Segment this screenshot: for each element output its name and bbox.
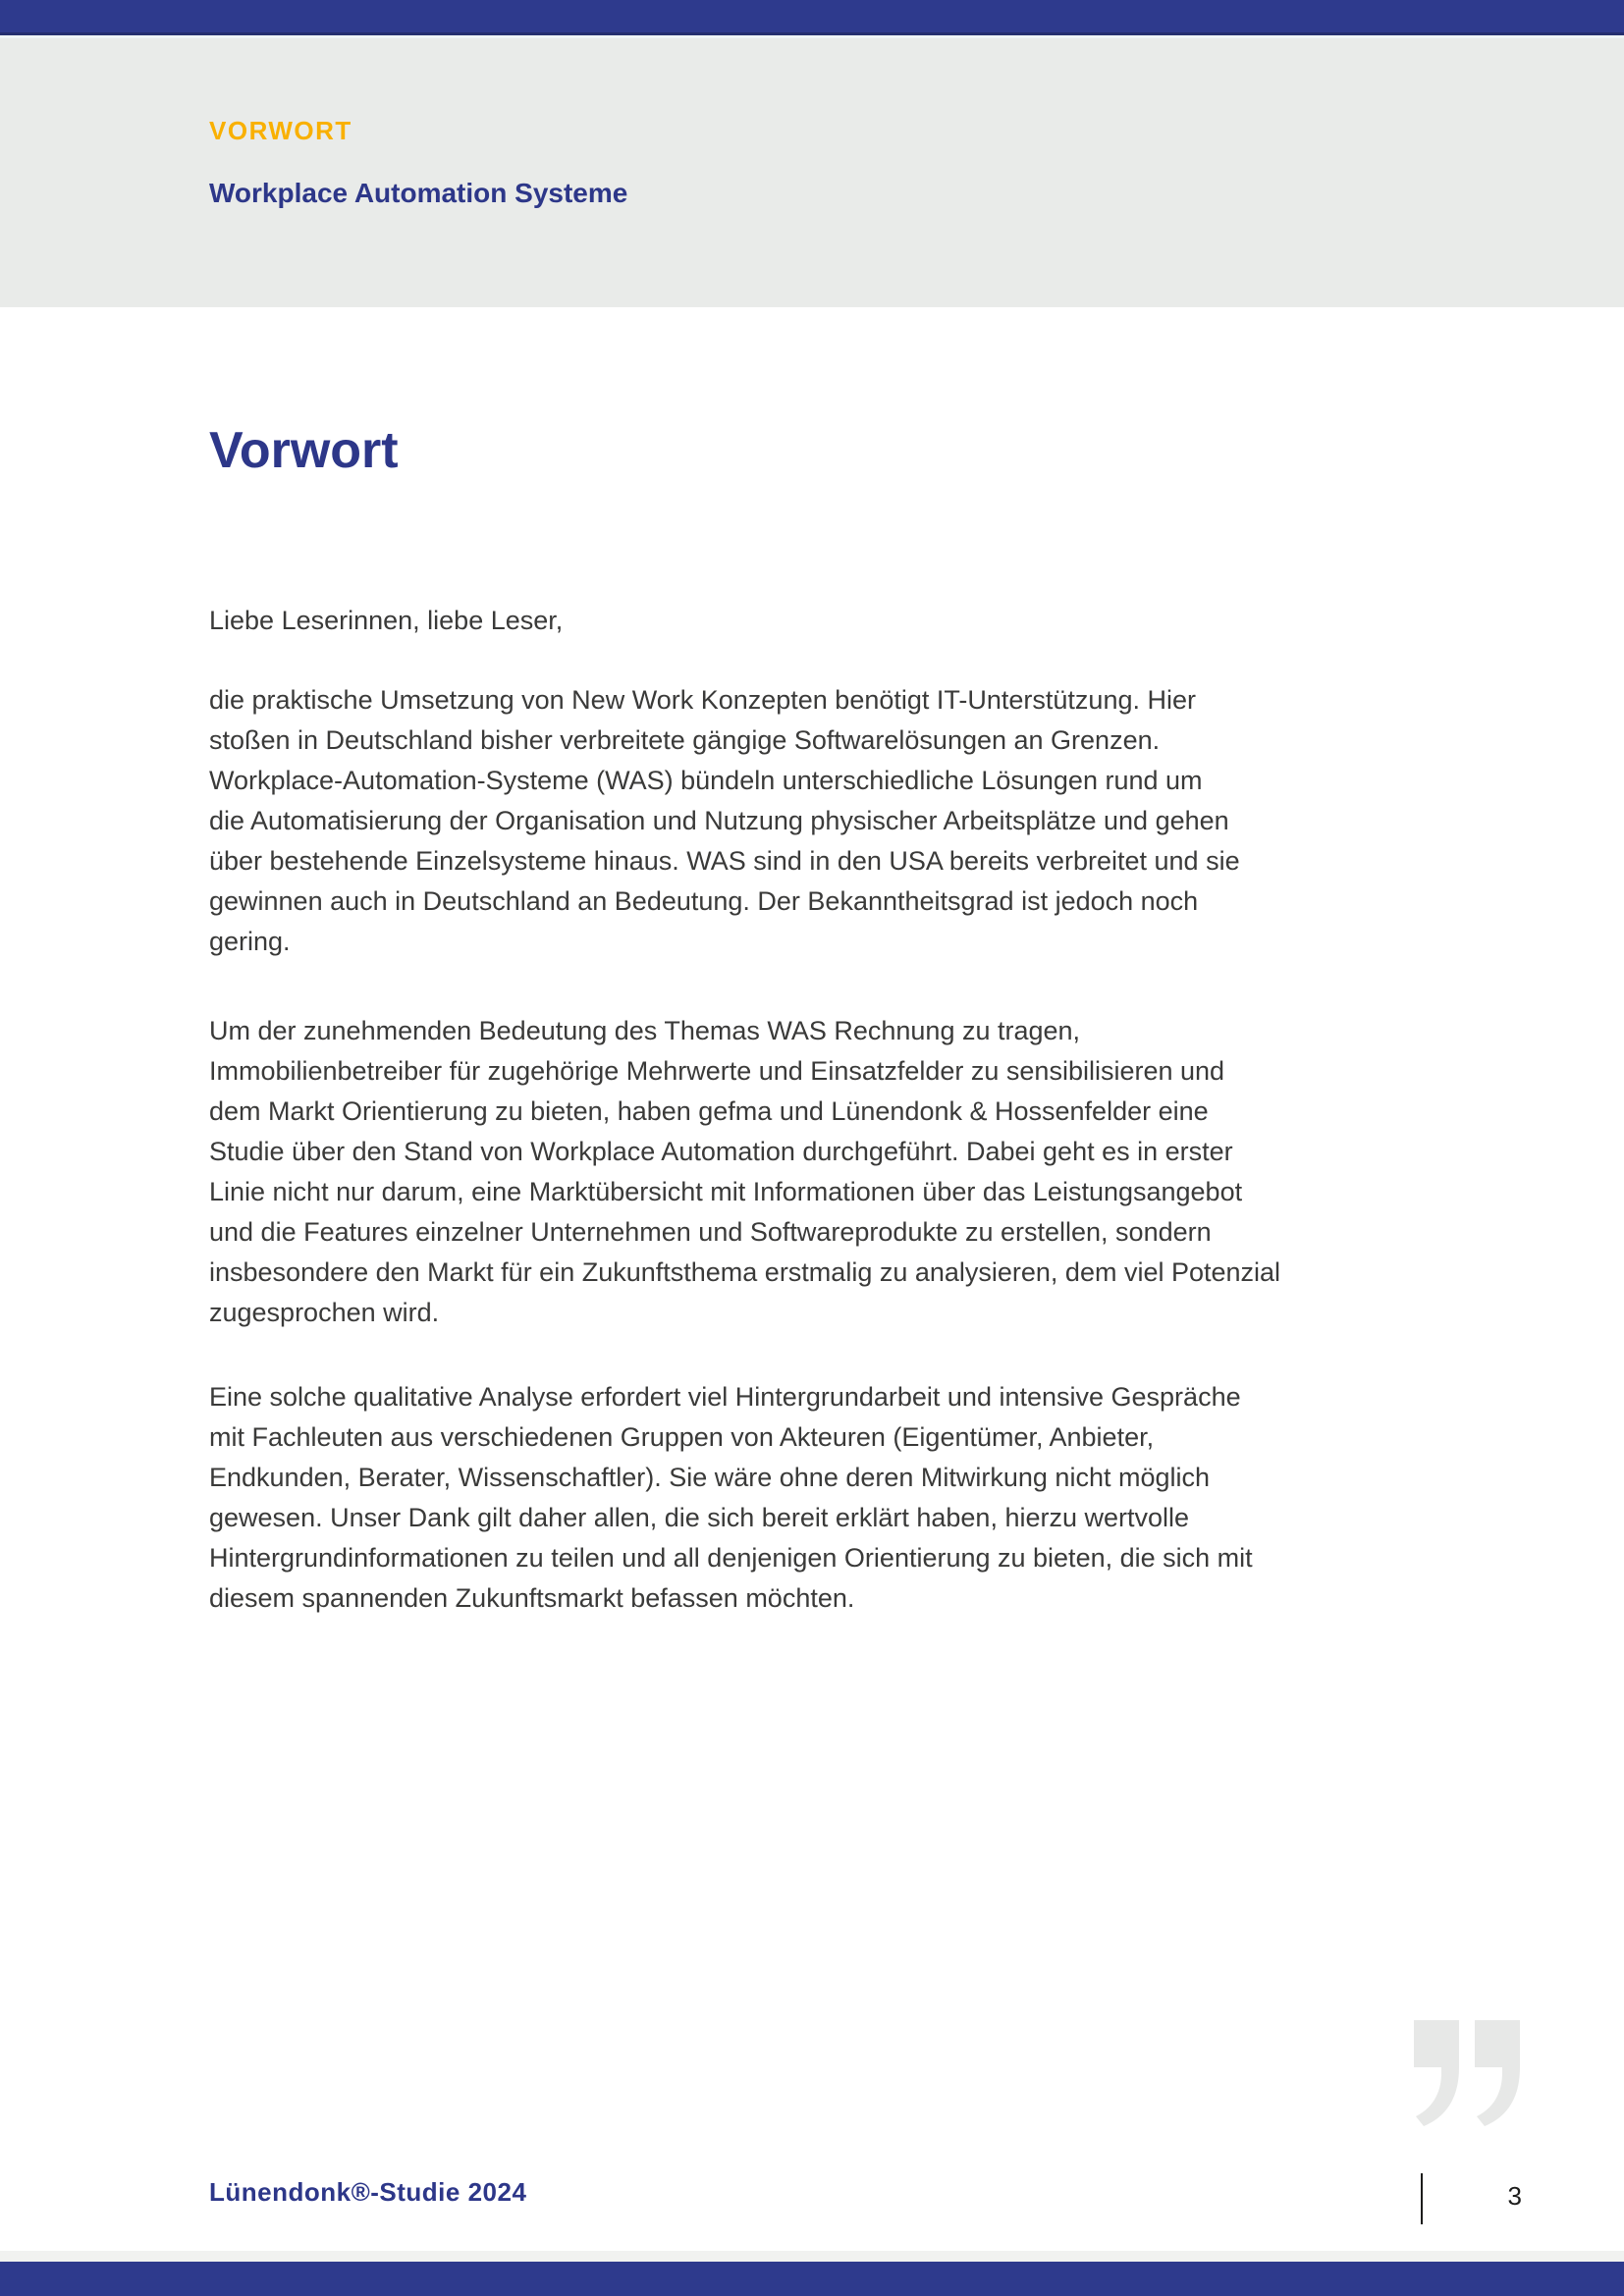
footer-divider-line	[1421, 2173, 1423, 2224]
text-line: die Automatisierung der Organisation und Nutzung physischer Arbeitsplätze und gehen	[209, 806, 1229, 835]
text-line: Immobilienbetreiber für zugehörige Mehrwerte und Einsatzfelder zu sensibilisieren und	[209, 1056, 1225, 1086]
salutation	[209, 601, 1250, 641]
section-kicker: VORWORT	[209, 116, 352, 145]
text-line: Hintergrundinformationen zu teilen und all denjenigen Orientierung zu bieten, die sich mit	[209, 1543, 1253, 1573]
paragraph-1	[209, 680, 1250, 962]
text-line: insbesondere den Markt für ein Zukunftsthema erstmalig zu analysieren, dem viel Potenzial	[209, 1257, 1281, 1287]
text-line: Endkunden, Berater, Wissenschaftler). Sie wäre ohne deren Mitwirkung nicht möglich	[209, 1463, 1210, 1492]
page-title: Vorwort	[209, 422, 399, 479]
text-line: Linie nicht nur darum, eine Marktübersicht mit Informationen über das Leistungsangebot	[209, 1177, 1243, 1206]
text-line: Liebe Leserinnen, liebe Leser,	[209, 606, 564, 635]
text-line: dem Markt Orientierung zu bieten, haben gefma und Lünendonk & Hossenfelder eine	[209, 1096, 1209, 1126]
text-line: über bestehende Einzelsysteme hinaus. WAS sind in den USA bereits verbreitet und sie	[209, 846, 1240, 876]
text-line: die praktische Umsetzung von New Work Konzepten benötigt IT-Unterstützung. Hier	[209, 685, 1196, 715]
text-line: Studie über den Stand von Workplace Automation durchgeführt. Dabei geht es in erster	[209, 1137, 1233, 1166]
text-line: Workplace-Automation-Systeme (WAS) bündeln unterschiedliche Lösungen rund um	[209, 766, 1203, 795]
text-line: zugesprochen wird.	[209, 1298, 440, 1327]
top-brand-bar	[0, 0, 1624, 32]
footer-study-label: Lünendonk®-Studie 2024	[209, 2177, 527, 2207]
text-line: gewesen. Unser Dank gilt daher allen, die sich bereit erklärt haben, hierzu wertvolle	[209, 1503, 1190, 1532]
text-line: Eine solche qualitative Analyse erfordert viel Hintergrundarbeit und intensive Gespräche	[209, 1382, 1241, 1412]
text-line: und die Features einzelner Unternehmen und Softwareprodukte zu erstellen, sondern	[209, 1217, 1212, 1247]
bottom-brand-bar	[0, 2262, 1624, 2296]
paragraph-2	[209, 1011, 1281, 1333]
text-line: Um der zunehmenden Bedeutung des Themas WAS Rechnung zu tragen,	[209, 1016, 1081, 1045]
page-number: 3	[1507, 2181, 1522, 2211]
text-line: stoßen in Deutschland bisher verbreitete gängige Softwarelösungen an Grenzen.	[209, 725, 1161, 755]
bottom-light-strip	[0, 2251, 1624, 2262]
paragraph-3	[209, 1377, 1253, 1619]
closing-double-quote-icon	[1414, 2020, 1524, 2126]
text-line: diesem spannenden Zukunftsmarkt befassen möchten.	[209, 1583, 855, 1613]
text-line: gering.	[209, 927, 291, 956]
page-header-band	[0, 38, 1624, 307]
header-subtitle: Workplace Automation Systeme	[209, 178, 628, 208]
text-line: mit Fachleuten aus verschiedenen Gruppen von Akteuren (Eigentümer, Anbieter,	[209, 1422, 1155, 1452]
text-line: gewinnen auch in Deutschland an Bedeutung. Der Bekanntheitsgrad ist jedoch noch	[209, 886, 1199, 916]
